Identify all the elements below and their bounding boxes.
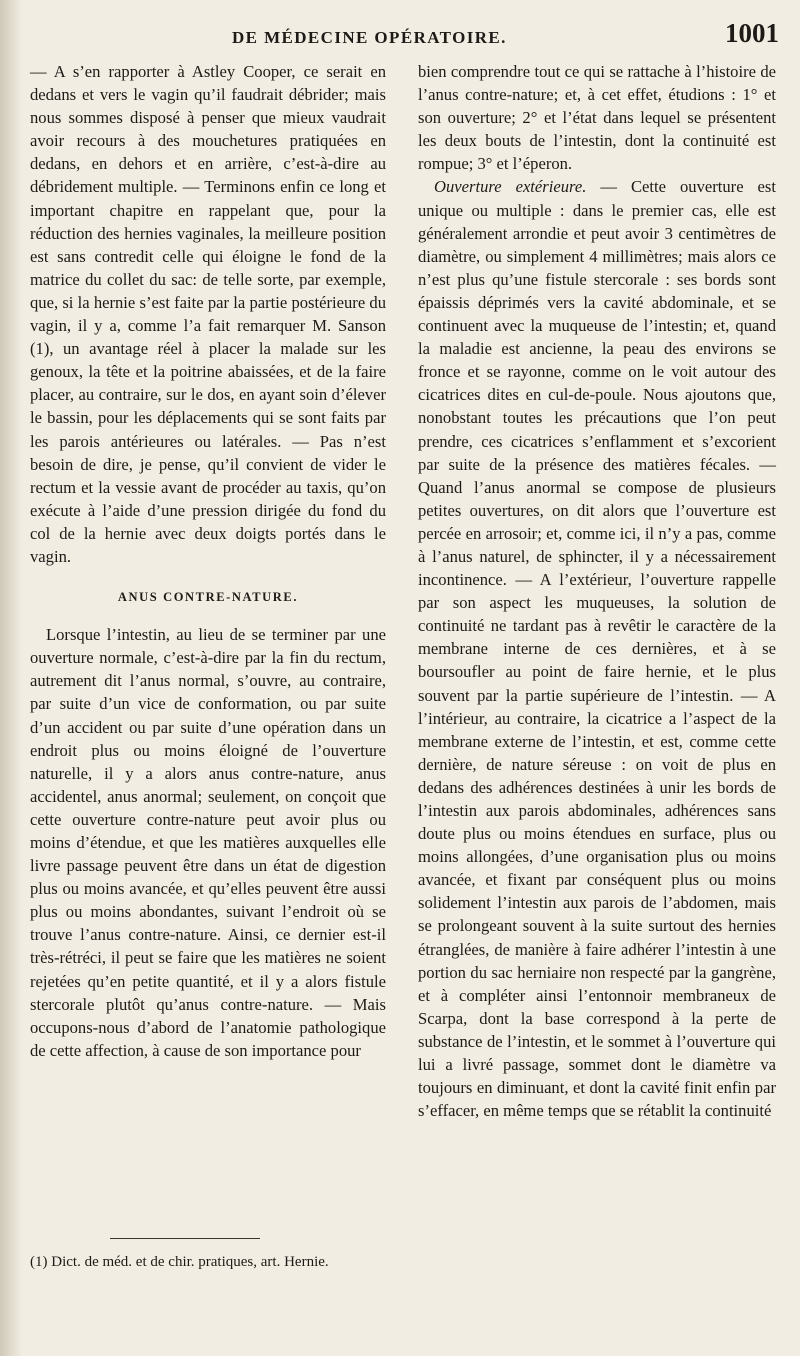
footnote: (1) Dict. de méd. et de chir. pratiques, art. Hernie. <box>30 1254 329 1270</box>
gutter-shadow <box>0 0 22 1356</box>
right-paragraph-2 <box>418 175 776 1122</box>
right-column <box>418 60 776 1122</box>
running-head: DE MÉDECINE OPÉRATOIRE. <box>232 28 507 47</box>
left-column <box>30 60 386 1062</box>
section-title: ANUS CONTRE-NATURE. <box>117 590 299 605</box>
page-header <box>0 18 800 54</box>
page-number: 1001 <box>725 18 779 48</box>
subsection-lead: Ouverture extérieure. <box>434 177 587 197</box>
left-paragraph-2: Lorsque l’intestin, au lieu de se terminer par une ouverture normale, c’est-à-dire par la fin du rectum, autrement dit l’anus normal, s’ouvre, au contraire, par suite d’un vice de conformation, ou par suite d’un accident ou par suite d’une opération dans un endroit plus ou moins éloigné de l’ouverture naturelle, il y a alors anus contre-nature, anus accidentel, anus anormal; seulement, on conçoit que cette ouverture contre-nature peut avoir plus ou moins d’étendue, et que les matières auxquelles elle livre passage peuvent être dans un état de digestion plus ou moins avancée, et qu’elles peuvent être aussi plus ou moins abondantes, suivant l’endroit où se trouve l’anus contre-nature. Ainsi, ce dernier est-il très-rétréci, il peut se faire que les matières ne soient rejetées qu’en petite quantité, et il y a alors fistule stercorale plutôt qu’anus contre-nature. — Mais occupons-nous d’abord de l’anatomie pathologique de cette affection, à cause de son importance pour <box>30 625 386 1060</box>
left-paragraph-1: — A s’en rapporter à Astley Cooper, ce serait en dedans et vers le vagin qu’il faudrait débrider; mais nous sommes disposé à penser que mieux vaudrait avoir recours à des mouchetures pratiquées en dedans, en dehors et en arrière, c’est-à-dire au débridement multiple. — Terminons enfin ce long et important chapitre en rappelant que, pour la réduction des hernies vaginales, la meilleure position est sans contredit celle qui éloigne le fond de la matrice du collet du sac: de telle sorte, par exemple, que, si la hernie s’est faite par la partie postérieure du vagin, il y a, comme l’a fait remarquer M. Sanson (1), un avantage réel à placer la malade sur les genoux, la tête et la poitrine abaissées, et de la faire placer, au contraire, sur le dos, en ayant soin d’élever le bassin, pour les déplacements qui se sont faits par les parois antérieures ou latérales. — Pas n’est besoin de dire, je pense, qu’il convient de vider le rectum et la vessie avant de procéder au taxis, qu’on exécute à l’aide d’une pression dirigée du fond du col de la hernie avec deux doigts portés dans le vagin. <box>30 62 386 566</box>
right-paragraph-2-text: — Cette ouverture est unique ou multiple : dans le premier cas, elle est généralement arrondie et peut avoir 3 centimètres de diamètre, ou simplement 4 millimètres; mais alors ce n’est plus qu’une fistule stercorale : ses bords sont épaissis déprimés vers la cavité abdominale, et se continuent avec la muqueuse de l’intestin; et, quand la maladie est ancienne, la peau des environs se fronce et se rayonne, comme on le voit autour des cicatrices dites en cul-de-poule. Nous ajoutons que, nonobstant toutes les précautions que l’on peut prendre, ces cicatrices s’enflamment et s’excorient par suite de la présence des matières fécales. — Quand l’anus anormal se compose de plusieurs petites ouvertures, on dit alors que l’ouverture est percée en arrosoir; et, comme ici, il n’y a pas, comme à l’anus naturel, de sphincter, il y a nécessairement incontinence. — A l’extérieur, l’ouverture rappelle par son aspect les muqueuses, la solution de continuité ne tardant pas à revêtir le caractère de la membrane interne de ces dernières, et à se boursoufler au point de faire hernie, et le plus souvent par la partie supérieure de l’intestin. — A l’intérieur, au contraire, la cicatrice a l’aspect de la membrane externe de l’intestin, et est, comme cette dernière, de nature séreuse : on voit de plus en dedans des adhérences destinées à unir les bords de l’intestin aux parois abdominales, adhérences sans doute plus ou moins étendues en surface, plus ou moins allongées, d’une organisation plus ou moins avancée, et fixant par conséquent plus ou moins solidement l’intestin aux parois de l’abdomen, mais se prolongeant souvent à la suite surtout des hernies étranglées, de manière à faire adhérer l’intestin à une portion du sac herniaire non respecté par la gangrène, et à compléter ainsi l’entonnoir membraneux de Scarpa, dont la base correspond à la perte de substance de l’intestin, et le sommet à l’ouverture qui lui a livré passage, sommet dont le diamètre va toujours en diminuant, et dont la cavité finit enfin par s’effacer, en même temps que se rétablit la continuité <box>418 177 776 1121</box>
right-paragraph-1: bien comprendre tout ce qui se rattache à l’histoire de l’anus contre-nature; et, à cet effet, étudions : 1° et son ouverture; 2° et l’état dans lequel se présentent les deux bouts de l’intestin, dont la continuité est rompue; 3° et l’éperon. <box>418 62 776 174</box>
footnote-rule <box>110 1238 260 1239</box>
